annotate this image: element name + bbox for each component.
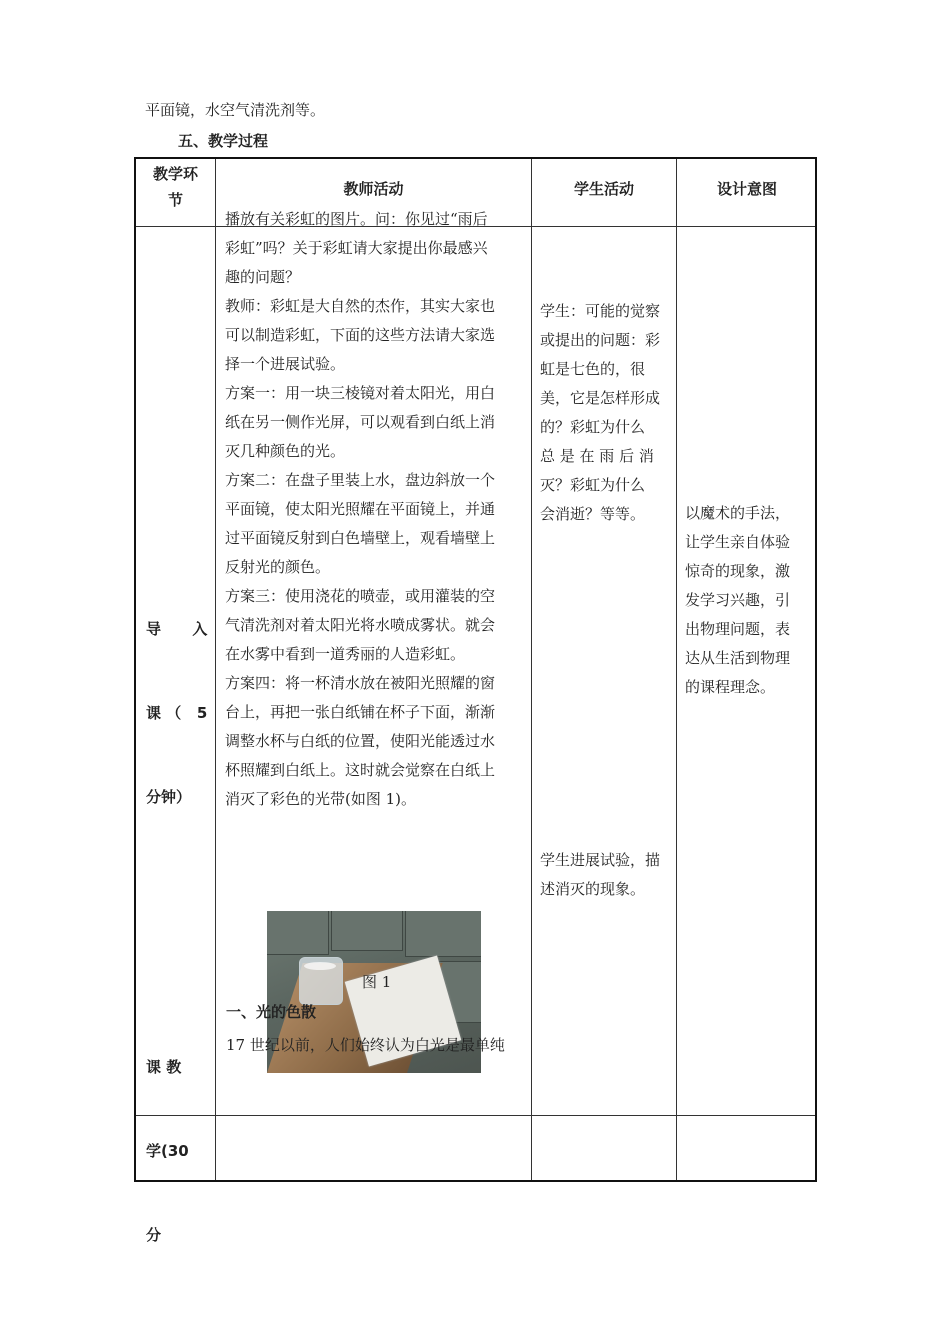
teacher-line: 方案一：用一块三棱镜对着太阳光，用白 (225, 384, 496, 402)
row-divider (136, 1115, 815, 1116)
teacher-line: 平面镜，使太阳光照耀在平面镜上，并通 (225, 500, 496, 518)
teacher-line: 方案二：在盘子里装上水，盘边斜放一个 (225, 471, 496, 489)
teacher-line: 杯照耀到白纸上。这时就会觉察在白纸上 (225, 761, 496, 779)
teacher-line: 趣的问题？ (225, 268, 301, 286)
subsection-text: 17 世纪以前，人们始终认为白光是最单纯 (226, 1036, 505, 1054)
teacher-line: 气清洗剂对着太阳光将水喷成雾状。就会 (225, 616, 496, 634)
teacher-line: 教师：彩虹是大自然的杰作，其实大家也 (225, 297, 496, 315)
teacher-line: 择一个进展试验。 (225, 355, 346, 373)
column-divider (215, 159, 216, 1180)
teacher-line: 消灭了彩色的光带(如图 1)。 (225, 790, 417, 808)
teacher-line: 反射光的颜色。 (225, 558, 331, 576)
design-line: 的课程理念。 (685, 678, 776, 696)
design-line: 惊奇的现象，激 (685, 562, 791, 580)
design-line: 达从生活到物理 (685, 649, 791, 667)
stage-line: 课 教 (146, 1058, 182, 1076)
subsection-title: 一、光的色散 (226, 1003, 317, 1021)
teacher-line: 彩虹”吗？关于彩虹请大家提出你最感兴 (225, 239, 488, 257)
teacher-line: 过平面镜反射到白色墙壁上，观看墙壁上 (225, 529, 496, 547)
stage-line: 分钟） (146, 788, 192, 806)
student-line: 学生：可能的觉察 (540, 302, 661, 320)
student-line: 美，它是怎样形成 (540, 389, 661, 407)
design-intent (685, 499, 815, 702)
teacher-line: 在水雾中看到一道秀丽的人造彩虹。 (225, 645, 466, 663)
header-stage-line1: 教学环 (152, 165, 198, 183)
stage-line: 学(30 (146, 1142, 189, 1160)
student-line: 虹是七色的，很 (540, 360, 646, 378)
student-activity-1 (540, 297, 676, 529)
teacher-line: 方案四：将一杯清水放在被阳光照耀的窗 (225, 674, 496, 692)
student-line: 会消逝？等等。 (540, 505, 646, 523)
header-design: 设计意图 (716, 180, 777, 198)
teacher-line: 纸在另一侧作光屏，可以观看到白纸上消 (225, 413, 496, 431)
teacher-line: 灭几种颜色的光。 (225, 442, 346, 460)
teacher-line: 可以制造彩虹，下面的这些方法请大家选 (225, 326, 496, 344)
intro-line: 平面镜，水空气清洗剂等。 (145, 101, 326, 119)
student-line: 学生进展试验，描 (540, 851, 661, 869)
design-line: 出物理问题，表 (685, 620, 791, 638)
stage-line: 课 （ 5 (146, 704, 208, 722)
column-divider (531, 159, 532, 1180)
student-line: 述消灭的现象。 (540, 880, 646, 898)
stage-line: 分 (146, 1226, 162, 1244)
student-activity-2 (540, 846, 676, 904)
teacher-line: 调整水杯与白纸的位置，使阳光能透过水 (225, 732, 496, 750)
teacher-line: 台上，再把一张白纸铺在杯子下面，渐渐 (225, 703, 496, 721)
design-line: 以魔术的手法， (685, 504, 791, 522)
header-student: 学生活动 (573, 180, 634, 198)
stage-intro (146, 559, 212, 867)
student-line: 灭？彩虹为什么 (540, 476, 646, 494)
stage-line: 导 入 (146, 620, 208, 638)
stage-teaching (146, 997, 212, 1305)
student-line: 总 是 在 雨 后 消 (540, 447, 654, 465)
teaching-process-table (134, 157, 817, 1244)
column-divider (676, 159, 677, 1180)
header-stage (136, 161, 215, 213)
figure-caption: 图 1 (362, 973, 392, 991)
design-line: 让学生亲自体验 (685, 533, 791, 551)
student-line: 或提出的问题：彩 (540, 331, 661, 349)
student-line: 的？彩虹为什么 (540, 418, 646, 436)
header-teacher: 教师活动 (343, 180, 404, 198)
design-line: 发学习兴趣，引 (685, 591, 791, 609)
section-heading: 五、教学过程 (178, 132, 269, 150)
teacher-line: 方案三：使用浇花的喷壶，或用灌装的空 (225, 587, 496, 605)
header-stage-line2: 节 (167, 191, 183, 209)
teacher-line: 播放有关彩虹的图片。问：你见过“雨后 (225, 210, 488, 228)
teacher-activity (225, 205, 530, 814)
